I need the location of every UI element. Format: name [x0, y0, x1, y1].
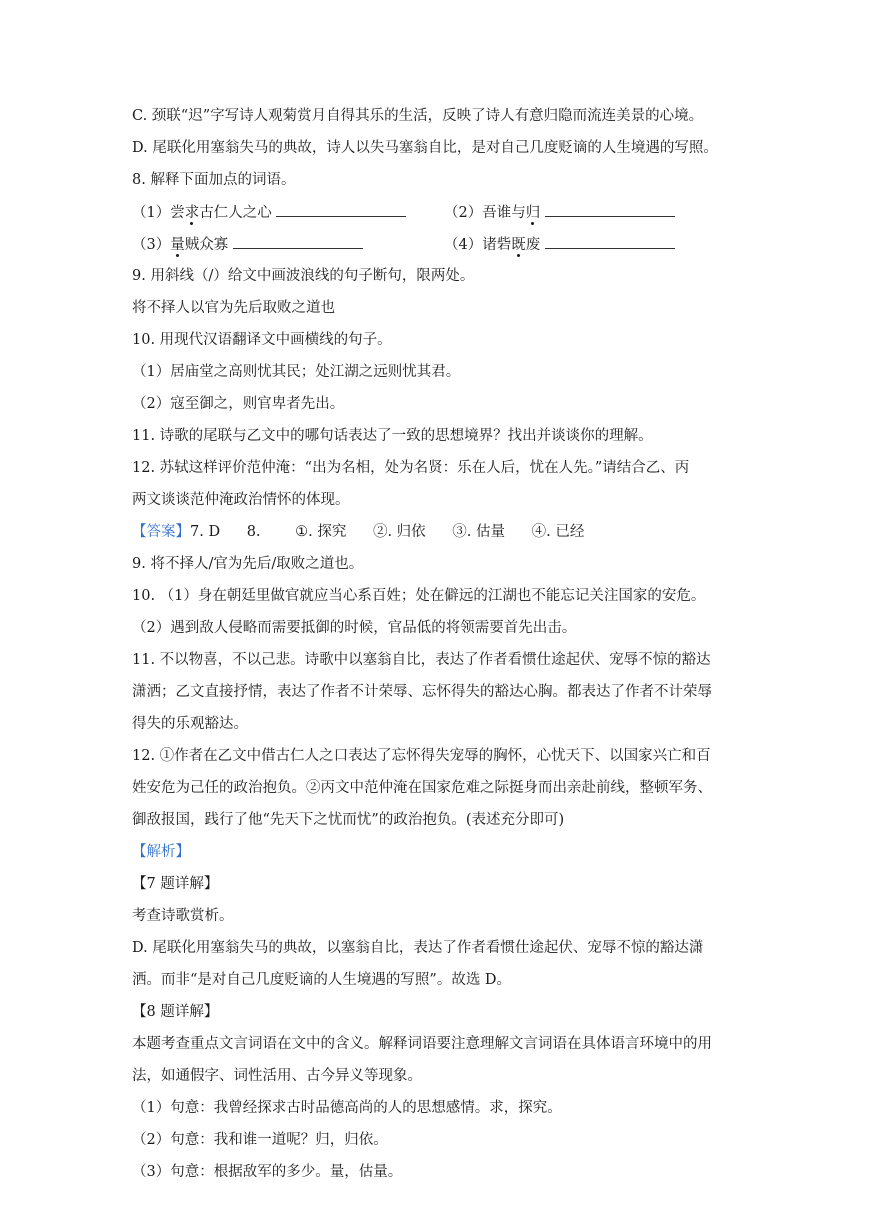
question-12-line-1: 12. 苏轼这样评价范仲淹：“出为名相，处为名贤：乐在人后，忧在人先。”请结合乙、丙 — [132, 460, 690, 476]
question-9: 9. 用斜线（/）给文中画波浪线的句子断句，限两处。 — [132, 268, 475, 284]
answer-7: 7. D — [190, 524, 221, 540]
dotted-char: 既 — [511, 237, 526, 253]
answer-label: 【答案】 — [132, 524, 190, 540]
dotted-char: 求 — [184, 205, 200, 221]
detail-7-line-1: 考查诗歌赏析。 — [132, 908, 234, 924]
dotted-char: 归 — [525, 205, 541, 221]
detail-8-line-2: 法，如通假字、词性活用、古今异义等现象。 — [132, 1068, 422, 1084]
answer-8-2: ②. 归依 — [372, 524, 426, 540]
question-10: 10. 用现代汉语翻译文中画横线的句子。 — [132, 332, 392, 348]
q8-row-1 — [132, 202, 772, 223]
question-10-1: （1）居庙堂之高则忧其民；处江湖之远则忧其君。 — [132, 364, 461, 380]
answer-12-line-2: 姓安危为己任的政治抱负。②丙文中范仲淹在国家危难之际挺身而出亲赴前线，整顿军务、 — [132, 780, 712, 796]
question-11: 11. 诗歌的尾联与乙文中的哪句话表达了一致的思想境界？找出并谈谈你的理解。 — [132, 428, 653, 444]
question-10-2: （2）寇至御之，则官卑者先出。 — [132, 396, 345, 412]
detail-8-line-1: 本题考查重点文言词语在文中的含义。解释词语要注意理解文言词语在具体语言环境中的用 — [132, 1036, 712, 1052]
answer-8: 8. — [246, 524, 261, 540]
dotted-char: 量 — [170, 237, 185, 253]
detail-7-line-2: D. 尾联化用塞翁失马的典故，以塞翁自比，表达了作者看惯仕途起伏、宠辱不惊的豁达潇 — [132, 940, 704, 956]
answer-8-4: ④. 已经 — [531, 524, 585, 540]
q8-item-3: （3）量贼众寡 — [132, 237, 363, 253]
answer-blank-2 — [545, 202, 675, 217]
q8-row-2 — [132, 234, 772, 255]
question-9-sentence: 将不择人以官为先后取败之道也 — [132, 300, 335, 316]
question-8: 8. 解释下面加点的词语。 — [132, 172, 296, 188]
answer-10-1: 10. （1）身在朝廷里做官就应当心系百姓；处在僻远的江湖也不能忘记关注国家的安危。 — [132, 588, 706, 604]
detail-8-item-2: （2）句意：我和谁一道呢？归，归依。 — [132, 1132, 388, 1148]
answer-11-line-1: 11. 不以物喜，不以己悲。诗歌中以塞翁自比，表达了作者看惯仕途起伏、宠辱不惊的豁达 — [132, 652, 711, 668]
answer-12-line-1: 12. ①作者在乙文中借古仁人之口表达了忘怀得失宠辱的胸怀，心忧天下、以国家兴亡和百 — [132, 748, 711, 764]
detail-8-item-1: （1）句意：我曾经探求古时品德高尚的人的思想感情。求，探究。 — [132, 1100, 562, 1116]
answer-8-1: ①. 探究 — [295, 524, 347, 540]
answer-10-2: （2）遇到敌人侵略而需要抵御的时候，官品低的将领需要首先出击。 — [132, 620, 577, 636]
detail-7-line-3: 洒。而非“是对自己几度贬谪的人生境遇的写照”。故选 D。 — [132, 972, 512, 988]
q8-item-2: （2）吾谁与归 — [444, 202, 675, 223]
answer-blank-4 — [545, 234, 675, 249]
answer-9: 9. 将不择人/官为先后/取败之道也。 — [132, 556, 364, 572]
question-12-line-2: 两文谈谈范仲淹政治情怀的体现。 — [132, 492, 350, 508]
answer-line — [132, 522, 772, 542]
detail-8-item-3: （3）句意：根据敌军的多少。量，估量。 — [132, 1164, 403, 1180]
answer-11-line-3: 得失的乐观豁达。 — [132, 716, 248, 732]
analysis-label: 【解析】 — [132, 844, 190, 860]
answer-11-line-2: 潇洒；乙文直接抒情，表达了作者不计荣辱、忘怀得失的豁达心胸。都表达了作者不计荣辱 — [132, 684, 712, 700]
option-d: D. 尾联化用塞翁失马的典故，诗人以失马塞翁自比，是对自己几度贬谪的人生境遇的写照。 — [132, 140, 718, 156]
option-c: C. 颈联“迟”字写诗人观菊赏月自得其乐的生活，反映了诗人有意归隐而流连美景的心境。 — [132, 108, 704, 124]
answer-12-line-3: 御敌报国，践行了他“先天下之忧而忧”的政治抱负。(表述充分即可) — [132, 812, 565, 828]
answer-blank-3 — [233, 234, 363, 249]
answer-8-3: ③. 估量 — [452, 524, 506, 540]
detail-8-heading: 【8 题详解】 — [132, 1004, 219, 1020]
answer-blank-1 — [276, 202, 406, 217]
q8-item-1: （1）尝求古仁人之心 — [132, 205, 406, 221]
detail-7-heading: 【7 题详解】 — [132, 876, 219, 892]
q8-item-4: （4）诸砦既废 — [444, 234, 675, 255]
